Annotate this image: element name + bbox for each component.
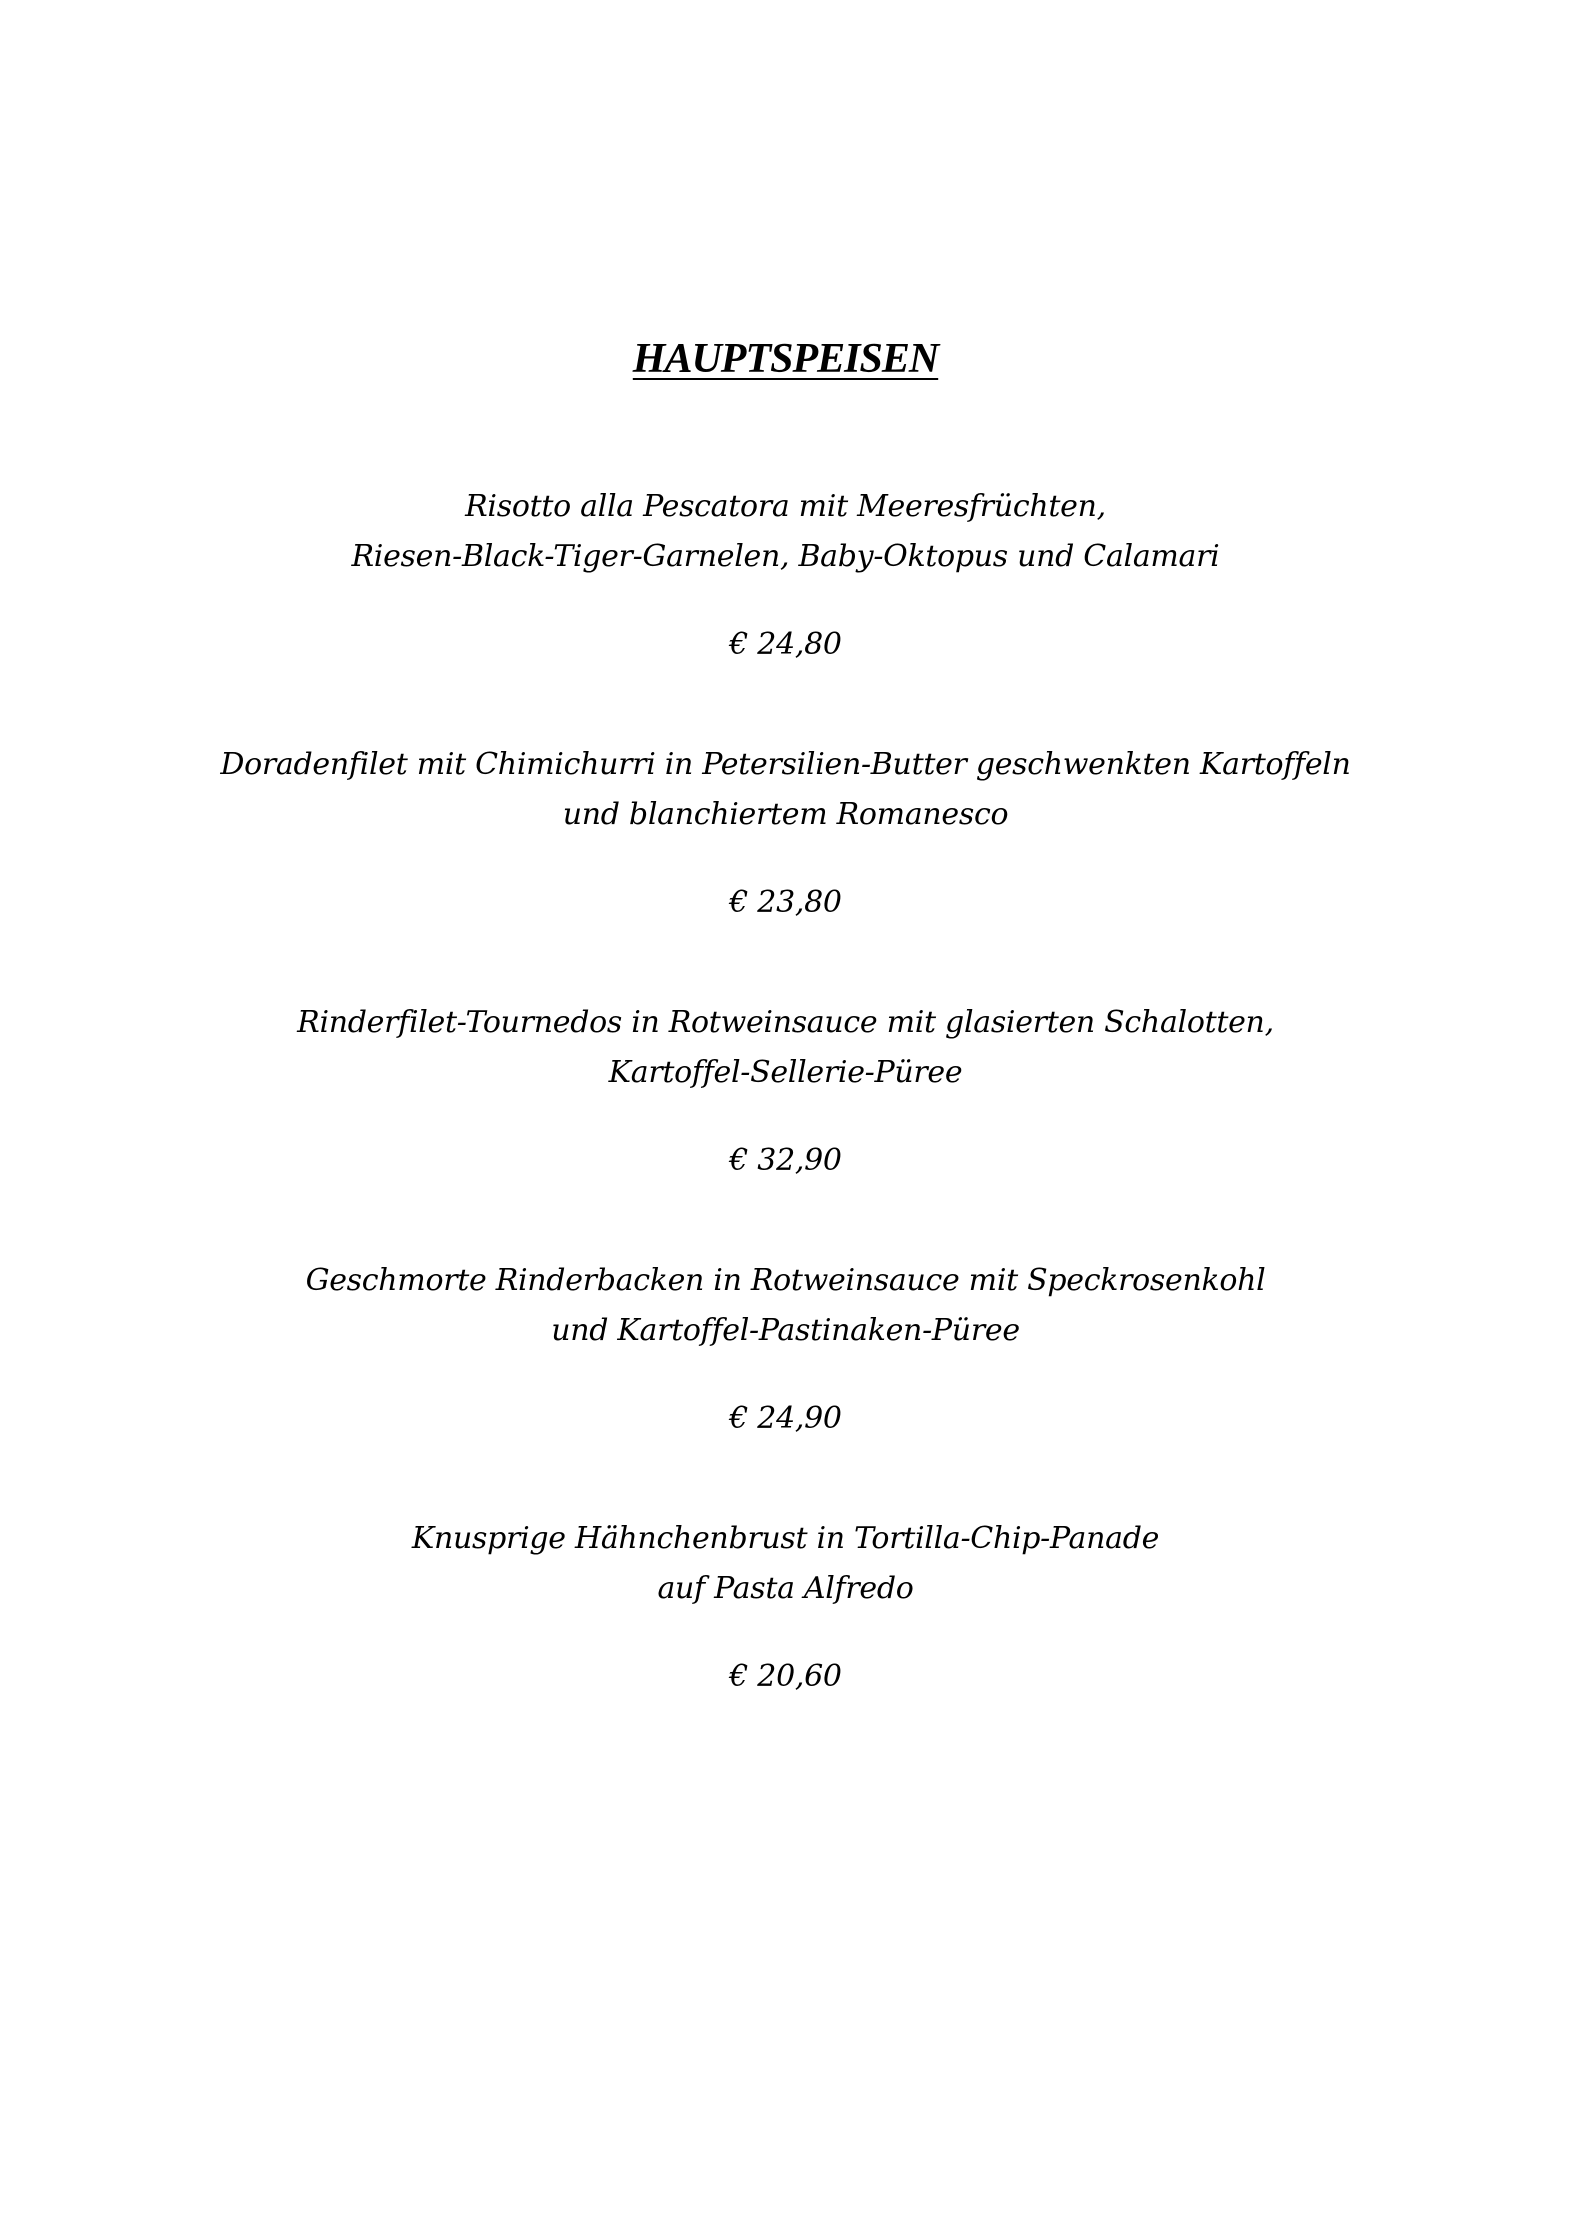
dish-description-line: Riesen-Black-Tiger-Garnelen, Baby-Oktopus und Calamari bbox=[351, 539, 1220, 574]
dish-description-line: Doradenfilet mit Chimichurri in Petersilien-Butter geschwenkten Kartoffeln bbox=[220, 747, 1351, 782]
dish-price: € 23,80 bbox=[729, 885, 842, 920]
dish-description-line: und blanchiertem Romanesco bbox=[562, 797, 1009, 832]
dish-description-line: Geschmorte Rinderbacken in Rotweinsauce mit Speckrosenkohl bbox=[305, 1263, 1266, 1298]
menu-item-rinderfilet bbox=[0, 998, 1571, 1186]
menu-item-risotto bbox=[0, 482, 1571, 670]
dish-description-line: und Kartoffel-Pastinaken-Püree bbox=[551, 1313, 1020, 1348]
dish-price: € 20,60 bbox=[729, 1659, 842, 1694]
menu-item-doradenfilet bbox=[0, 740, 1571, 928]
dish-description-line: auf Pasta Alfredo bbox=[657, 1571, 914, 1606]
dish-description-line: Risotto alla Pescatora mit Meeresfrüchten, bbox=[465, 489, 1106, 524]
dish-price: € 24,80 bbox=[729, 627, 842, 662]
menu-item-haehnchenbrust bbox=[0, 1514, 1571, 1702]
menu-title: HAUPTSPEISEN bbox=[632, 336, 939, 382]
dish-price: € 24,90 bbox=[729, 1401, 842, 1436]
dish-description-line: Kartoffel-Sellerie-Püree bbox=[608, 1055, 963, 1090]
dish-description-line: Rinderfilet-Tournedos in Rotweinsauce mit glasierten Schalotten, bbox=[297, 1005, 1274, 1040]
dish-price: € 32,90 bbox=[729, 1143, 842, 1178]
dish-description-line: Knusprige Hähnchenbrust in Tortilla-Chip-Panade bbox=[411, 1521, 1160, 1556]
menu-item-rinderbacken bbox=[0, 1256, 1571, 1444]
